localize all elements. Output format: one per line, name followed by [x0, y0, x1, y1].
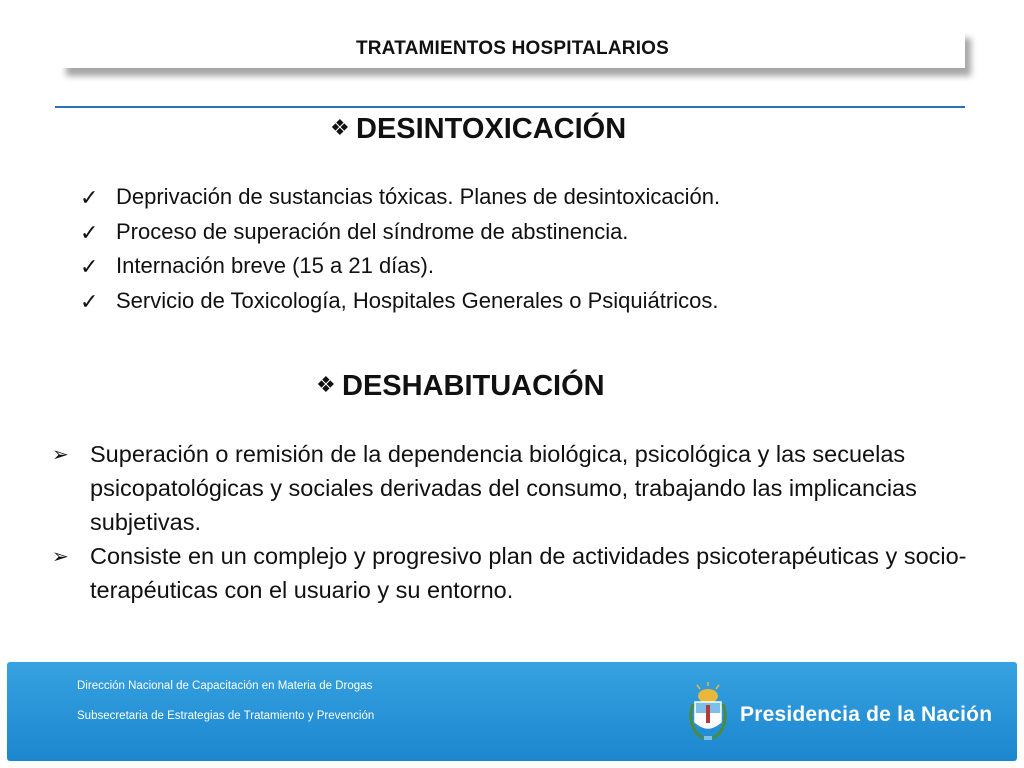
footer-organization: Dirección Nacional de Capacitación en Materia de Drogas: [77, 680, 373, 692]
list-item: [52, 437, 982, 539]
list-item: [80, 253, 720, 288]
section-heading-desintoxicacion: [330, 113, 626, 146]
footer-suborganization: Subsecretaria de Estrategias de Tratamiento y Prevención: [77, 710, 375, 722]
diamond-bullet-icon: ❖: [316, 372, 336, 397]
list-item-text: Servicio de Toxicología, Hospitales Generales o Psiquiátricos.: [116, 287, 719, 313]
national-coat-of-arms-icon: [685, 682, 731, 744]
arrow-bullet-icon: ➢: [52, 442, 69, 466]
checkmark-icon: ✓: [80, 255, 99, 280]
section-heading-text: DESINTOXICACIÓN: [356, 113, 627, 145]
list-item: [80, 288, 720, 323]
list-item-text: Consiste en un complejo y progresivo plan de actividades psicoterapéuticas y socio-terapéuticas con el usuario y su entorno.: [90, 543, 967, 603]
deshabituacion-list: [52, 437, 982, 607]
diamond-bullet-icon: ❖: [330, 115, 350, 140]
section-heading-text: DESHABITUACIÓN: [342, 370, 605, 402]
section-heading-deshabituacion: [316, 370, 605, 403]
list-item: [80, 184, 720, 219]
list-item-text: Internación breve (15 a 21 días).: [116, 253, 434, 278]
list-item-text: Superación o remisión de la dependencia biológica, psicológica y las secuelas psicopatológicas y sociales derivadas del consumo, trabajando las implicancias subjetivas.: [90, 441, 917, 535]
footer-banner: [7, 662, 1017, 761]
list-item: [52, 539, 982, 607]
list-item-text: Deprivación de sustancias tóxicas.: [116, 184, 454, 209]
checkmark-icon: ✓: [80, 220, 99, 246]
arrow-bullet-icon: ➢: [52, 544, 69, 568]
list-item-text: Planes de desintoxicación.: [453, 184, 721, 209]
page-title: TRATAMIENTOS HOSPITALARIOS: [355, 38, 670, 59]
desintoxicacion-list: [80, 184, 720, 322]
title-divider: [55, 106, 965, 108]
title-bar: [60, 30, 965, 68]
presidencia-brand: Presidencia de la Nación: [740, 703, 993, 726]
list-item-text: Proceso de superación del síndrome de abstinencia.: [116, 218, 629, 244]
checkmark-icon: ✓: [80, 289, 99, 315]
checkmark-icon: ✓: [80, 186, 99, 211]
list-item: [80, 219, 720, 254]
